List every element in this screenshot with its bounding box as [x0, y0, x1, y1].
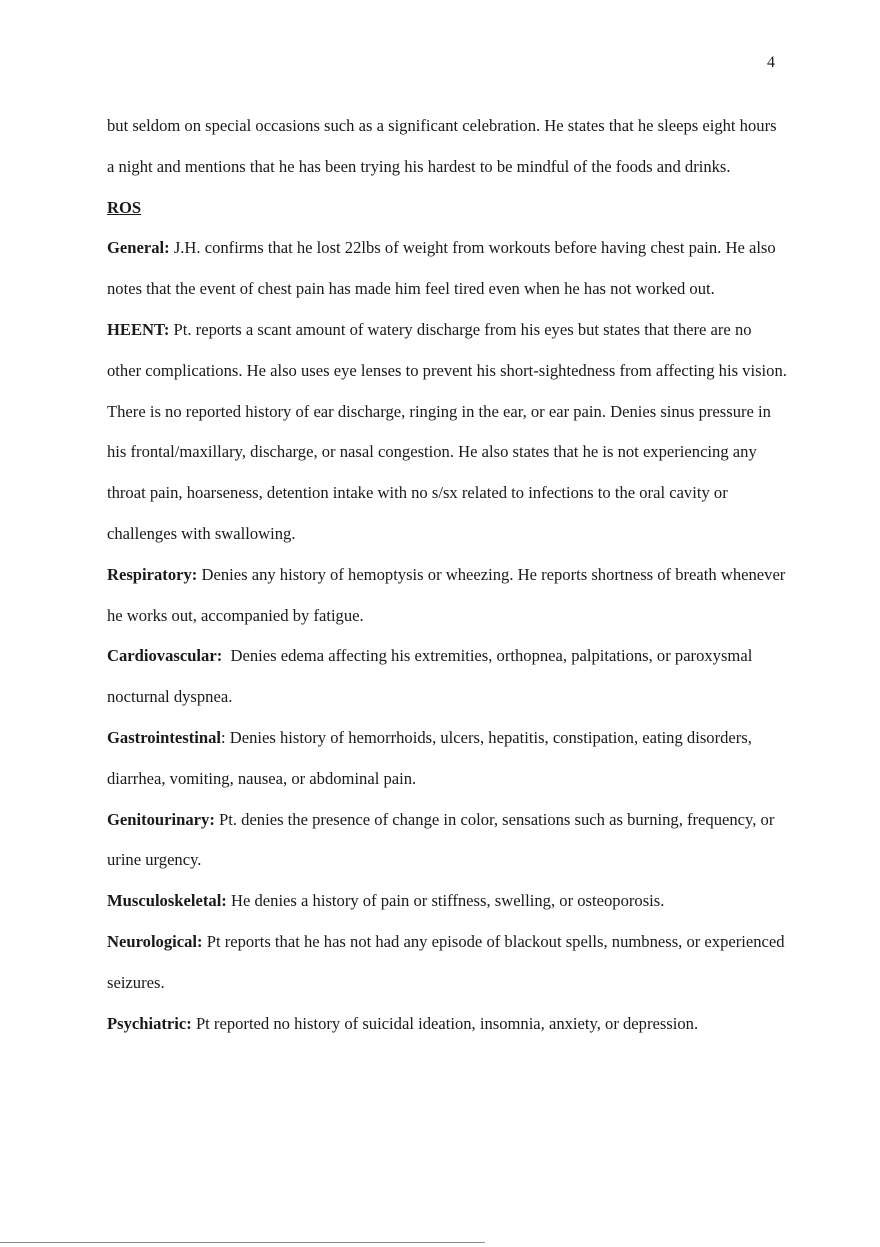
- ros-musculoskeletal: [107, 881, 787, 922]
- ros-genitourinary: [107, 800, 787, 882]
- ros-genitourinary-text: Pt. denies the presence of change in color, sensations such as burning, frequency, or urine urgency.: [107, 809, 775, 870]
- ros-neurological-label: Neurological:: [107, 931, 203, 951]
- ros-gastrointestinal-text: : Denies history of hemorrhoids, ulcers, hepatitis, constipation, eating disorders, diarrhea, vomiting, nausea, or abdominal pain.: [107, 727, 752, 788]
- ros-heent-text: Pt. reports a scant amount of watery discharge from his eyes but states that there are no other complications. He also uses eye lenses to prevent his short-sightedness from affecting his vision. There is no reported history of ear discharge, ringing in the ear, or ear pain. Denies sinus pressure in his frontal/maxillary, discharge, or nasal congestion. He also states that he is not experiencing any throat pain, hoarseness, detention intake with no s/sx related to infections to the oral cavity or challenges with swallowing.: [107, 319, 787, 543]
- ros-respiratory-text: Denies any history of hemoptysis or wheezing. He reports shortness of breath whenever he works out, accompanied by fatigue.: [107, 564, 786, 625]
- ros-respiratory: [107, 555, 787, 637]
- ros-cardiovascular-text: Denies edema affecting his extremities, orthopnea, palpitations, or paroxysmal nocturnal dyspnea.: [107, 646, 757, 707]
- intro-paragraph: but seldom on special occasions such as a significant celebration. He states that he sleeps eight hours a night and mentions that he has been trying his hardest to be mindful of the foods and drinks.: [107, 116, 777, 176]
- footnote-divider: [0, 1242, 485, 1243]
- document-body: [107, 106, 787, 1044]
- page-number: 4: [767, 54, 775, 71]
- ros-general: [107, 228, 787, 310]
- ros-psychiatric-text: Pt reported no history of suicidal ideation, insomnia, anxiety, or depression.: [191, 1013, 699, 1033]
- ros-neurological-text: Pt reports that he has not had any episode of blackout spells, numbness, or experienced seizures.: [107, 931, 785, 992]
- ros-general-label: General:: [107, 238, 170, 258]
- ros-gastrointestinal: [107, 718, 787, 800]
- ros-psychiatric: [107, 1004, 787, 1045]
- ros-genitourinary-label: Genitourinary:: [107, 809, 215, 829]
- ros-gastrointestinal-label: Gastrointestinal: [107, 727, 222, 747]
- ros-general-text: J.H. confirms that he lost 22lbs of weight from workouts before having chest pain. He also notes that the event of chest pain has made him feel tired even when he has not worked out.: [107, 238, 776, 299]
- ros-cardiovascular-label: Cardiovascular:: [107, 646, 223, 666]
- ros-musculoskeletal-label: Musculoskeletal:: [107, 891, 227, 911]
- ros-cardiovascular: [107, 636, 787, 718]
- ros-heent-label: HEENT:: [107, 319, 170, 339]
- ros-heading: ROS: [107, 197, 142, 217]
- ros-psychiatric-label: Psychiatric:: [107, 1013, 192, 1033]
- ros-neurological: [107, 922, 787, 1004]
- ros-respiratory-label: Respiratory:: [107, 564, 198, 584]
- ros-heent: [107, 310, 787, 555]
- ros-musculoskeletal-text: He denies a history of pain or stiffness, swelling, or osteoporosis.: [226, 891, 665, 911]
